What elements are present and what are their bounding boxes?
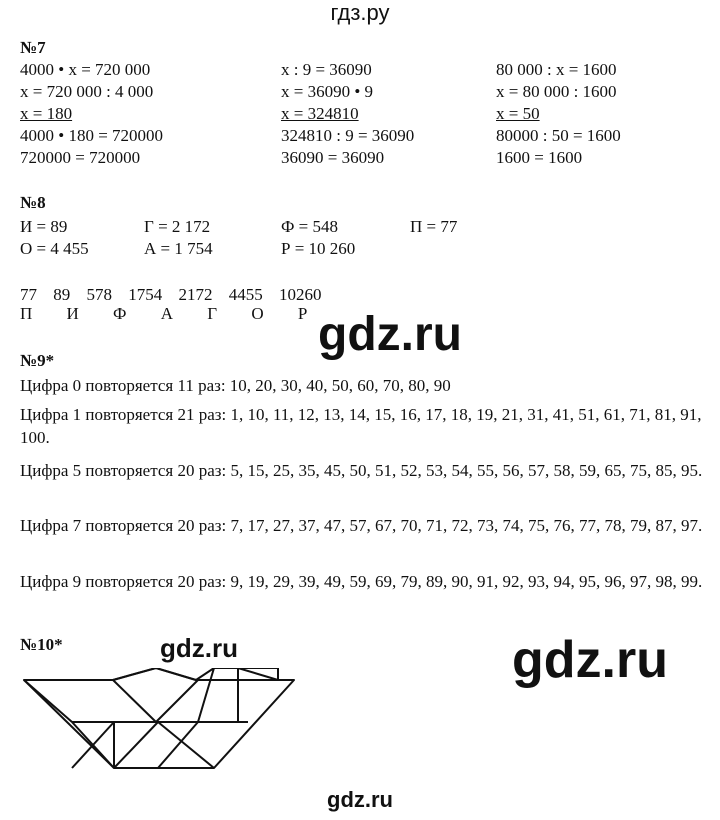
task8-sorted-numbers: 77 89 578 1754 2172 4455 10260	[20, 285, 322, 304]
tangram-piece	[158, 722, 198, 768]
task7-title: №7	[20, 38, 46, 57]
tangram-piece	[113, 680, 198, 722]
task8-letter-f: Ф = 548	[281, 217, 339, 236]
watermark-footer: gdz.ru	[327, 787, 393, 812]
task9-digit7: Цифра 7 повторяется 20 раз: 7, 17, 27, 37, 47, 57, 67, 70, 71, 72, 73, 74, 75, 76, 77, 78, 79, 87, 97.	[20, 516, 703, 535]
task7-col3-result: 1600 = 1600	[496, 148, 583, 167]
task7-col2-result: 36090 = 36090	[281, 148, 385, 167]
tangram-piece	[24, 680, 72, 722]
tangram-figure	[18, 668, 300, 778]
task8-letter-g: Г = 2 172	[144, 217, 211, 236]
task9-digit5: Цифра 5 повторяется 20 раз: 5, 15, 25, 35, 45, 50, 51, 52, 53, 54, 55, 56, 57, 58, 59, 65, 75, 85, 95.	[20, 461, 703, 480]
site-header: гдз.ру	[330, 0, 390, 25]
task7-col3-check: 80000 : 50 = 1600	[496, 126, 621, 145]
tangram-piece	[113, 668, 156, 680]
watermark-right: gdz.ru	[512, 631, 668, 689]
task9-digit1: Цифра 1 повторяется 21 раз: 1, 10, 11, 12, 13, 14, 15, 16, 17, 18, 19, 21, 31, 41, 51, 61, 71, 81, 91, 100.	[20, 405, 702, 447]
task10-title: №10*	[20, 635, 63, 654]
task7-col1-answer: x = 180	[20, 104, 73, 123]
task7-col2-line1: x : 9 = 36090	[281, 60, 372, 79]
task7-col3-line2: x = 80 000 : 1600	[496, 82, 617, 101]
task7-col2-line2: x = 36090 • 9	[281, 82, 374, 101]
tangram-piece	[158, 722, 214, 768]
task7-col2-answer: x = 324810	[281, 104, 359, 123]
tangram-piece	[156, 668, 196, 680]
task9-digit0: Цифра 0 повторяется 11 раз: 10, 20, 30, 40, 50, 60, 70, 80, 90	[20, 376, 451, 395]
task8-letter-p: П = 77	[410, 217, 458, 236]
task7-col2-check: 324810 : 9 = 36090	[281, 126, 415, 145]
task9-digit9: Цифра 9 повторяется 20 раз: 9, 19, 29, 39, 49, 59, 69, 79, 89, 90, 91, 92, 93, 94, 95, 96, 97, 98, 99.	[20, 572, 703, 591]
tangram-piece	[114, 722, 158, 768]
task7-col1-check: 4000 • 180 = 720000	[20, 126, 164, 145]
task7-col1-line1: 4000 • x = 720 000	[20, 60, 151, 79]
task8-letter-o: О = 4 455	[20, 239, 89, 258]
tangram-piece	[238, 668, 278, 680]
task7-col3-line1: 80 000 : x = 1600	[496, 60, 617, 79]
task8-answer-letters: П И Ф А Г О Р	[20, 304, 308, 323]
task7-col1-result: 720000 = 720000	[20, 148, 141, 167]
task7-col3-answer: x = 50	[496, 104, 540, 123]
task8-letter-r: Р = 10 260	[281, 239, 356, 258]
watermark-small: gdz.ru	[160, 633, 238, 663]
task7-col1-line2: x = 720 000 : 4 000	[20, 82, 154, 101]
task8-letter-a: А = 1 754	[144, 239, 213, 258]
watermark-large: gdz.ru	[318, 308, 462, 361]
task8-title: №8	[20, 193, 46, 212]
task8-letter-i: И = 89	[20, 217, 68, 236]
task9-title: №9*	[20, 351, 55, 370]
